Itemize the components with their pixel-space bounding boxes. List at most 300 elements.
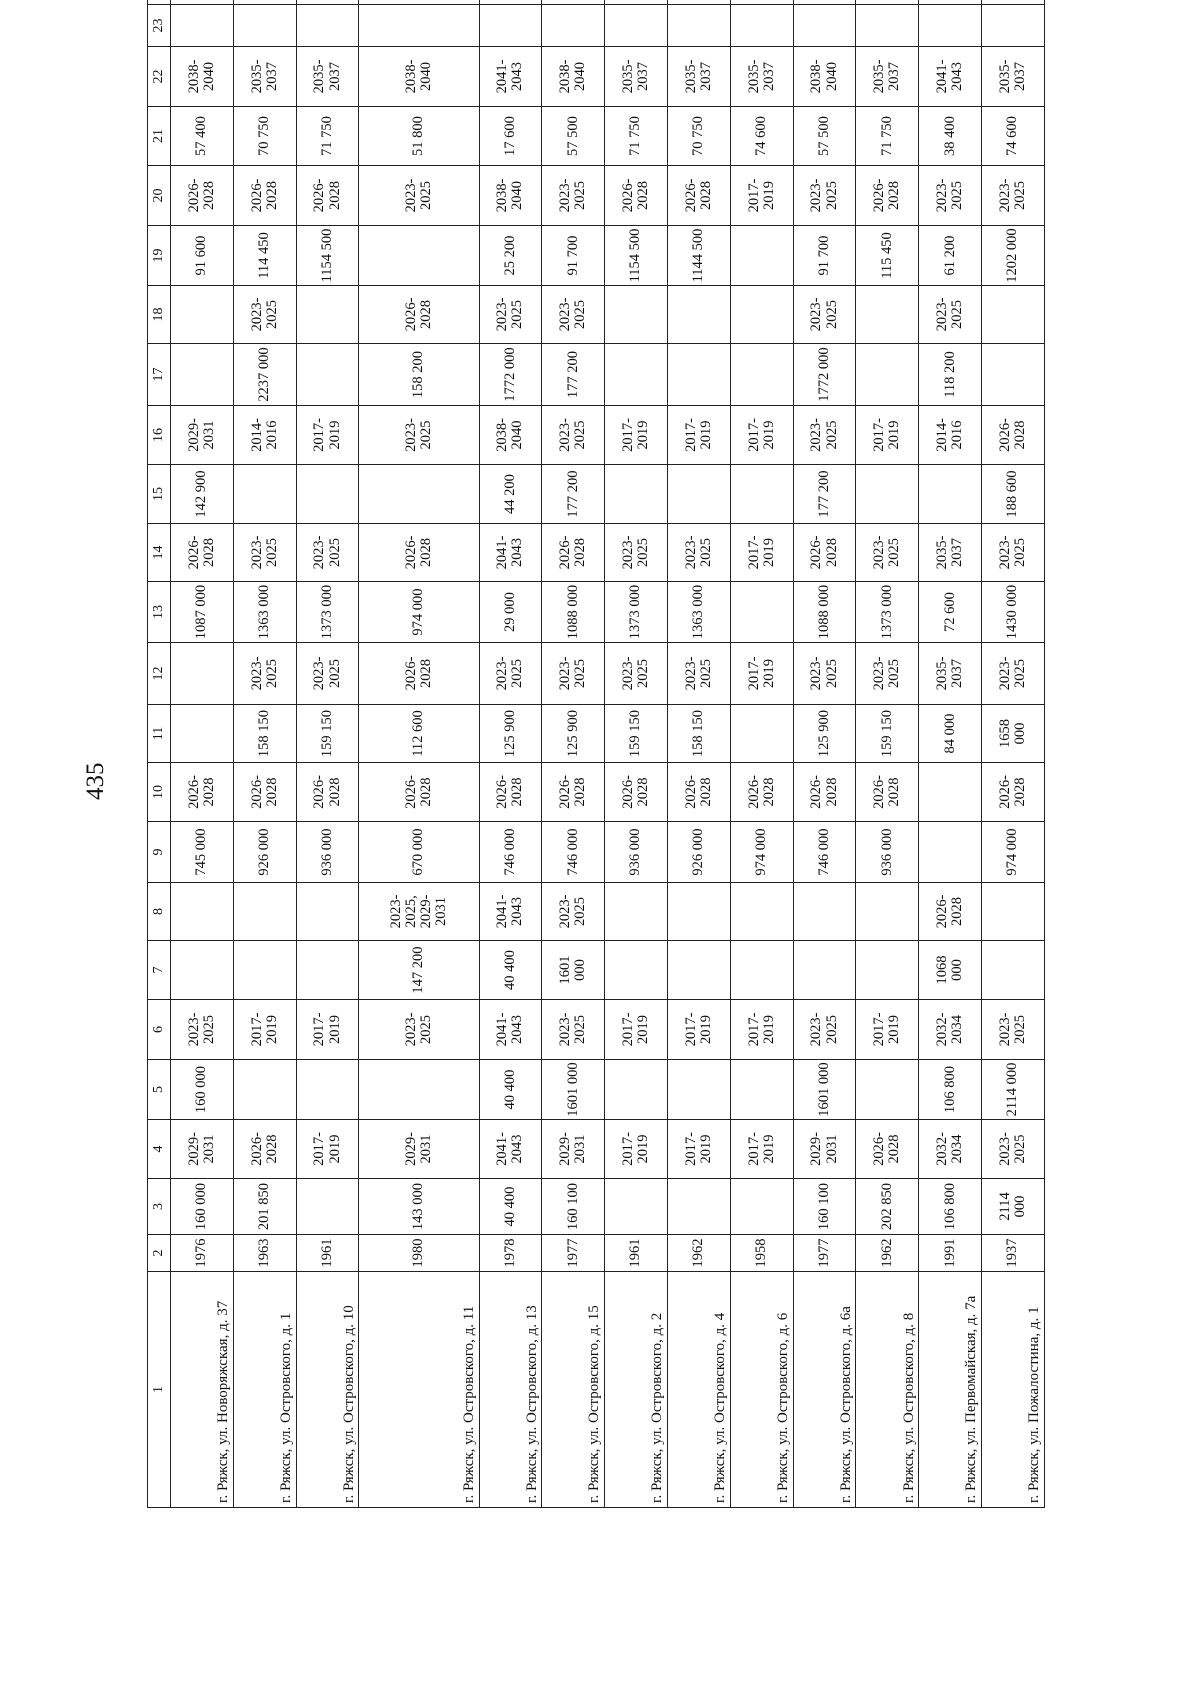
table-cell: 1373 000 (605, 582, 668, 643)
address-cell: г. Ряжск, ул. Островского, д. 10 (296, 1272, 359, 1508)
table-cell (856, 344, 919, 406)
table-cell (359, 465, 479, 524)
table-cell: 2023-2025 (982, 1120, 1045, 1179)
table-cell: 2017-2019 (730, 1120, 793, 1179)
table-cell: 2114 000 (982, 1060, 1045, 1120)
page-number: 435 (82, 762, 109, 800)
table-cell: 2023-2025 (479, 286, 542, 344)
table-cell: 125 900 (479, 705, 542, 763)
table-cell: 2026-2028 (793, 763, 856, 822)
table-cell (856, 286, 919, 344)
table-cell: 188 600 (982, 465, 1045, 524)
table-cell: 2035-2037 (982, 47, 1045, 107)
column-header: 16 (148, 406, 171, 465)
table-cell: 1991 (919, 1235, 982, 1272)
table-cell (730, 941, 793, 1000)
table-cell (171, 883, 234, 941)
table-row (359, 0, 479, 1508)
table-cell: 143 000 (359, 1179, 479, 1235)
table-cell: 118 200 (919, 344, 982, 406)
table-cell: 70 750 (233, 107, 296, 166)
table-cell: 1980 (359, 1235, 479, 1272)
table-cell: 926 000 (233, 822, 296, 883)
table-cell (730, 286, 793, 344)
table-cell: 2041-2043 (919, 47, 982, 107)
table-cell: 2026-2028 (171, 166, 234, 226)
table-cell (730, 226, 793, 286)
table-cell: 142 900 (171, 465, 234, 524)
table-cell (605, 0, 668, 5)
table-cell: 1430 000 (982, 582, 1045, 643)
table-cell: 1202 000 (982, 226, 1045, 286)
table-cell: 1363 000 (667, 582, 730, 643)
column-header: 20 (148, 166, 171, 226)
table-cell: 2026-2028 (542, 524, 605, 582)
column-header: 22 (148, 47, 171, 107)
table-cell: 2017-2019 (605, 1120, 668, 1179)
table-cell: 91 700 (542, 226, 605, 286)
table-cell (730, 705, 793, 763)
table-cell (605, 883, 668, 941)
table-cell: 2023-2025 (479, 643, 542, 705)
table-cell: 2026-2028 (359, 524, 479, 582)
table-cell: 2023-2025 (667, 524, 730, 582)
table-cell: 2023-2025 (296, 643, 359, 705)
table-cell: 25 200 (479, 226, 542, 286)
table-row (730, 0, 793, 1508)
table-cell (919, 5, 982, 47)
column-header: 2 (148, 1235, 171, 1272)
table-cell (793, 941, 856, 1000)
table-cell: 2014-2016 (919, 406, 982, 465)
table-cell: 158 150 (233, 705, 296, 763)
table-cell: 746 000 (542, 822, 605, 883)
table-cell: 1088 000 (793, 582, 856, 643)
table-cell: 2023-2025 (667, 643, 730, 705)
table-row (856, 0, 919, 1508)
table-cell: 2026-2028 (982, 406, 1045, 465)
table-cell: 1601 000 (542, 941, 605, 1000)
table-cell: 1154 500 (605, 226, 668, 286)
table-cell: 2041-2043 (479, 883, 542, 941)
table-cell: 2023-2025 (233, 524, 296, 582)
table-cell: 1772 000 (793, 344, 856, 406)
table-cell (856, 1060, 919, 1120)
table-cell: 74 600 (982, 107, 1045, 166)
table-cell: 40 400 (479, 1179, 542, 1235)
table-cell: 2017-2019 (730, 524, 793, 582)
table-row (479, 0, 542, 1508)
table-cell (605, 941, 668, 1000)
table-cell: 2026-2028 (982, 763, 1045, 822)
table-cell: 2038-2040 (793, 47, 856, 107)
column-header: 21 (148, 107, 171, 166)
table-cell: 2023-2025 (982, 1000, 1045, 1060)
address-cell: г. Ряжск, ул. Первомайская, д. 7а (919, 1272, 982, 1508)
table-cell (233, 5, 296, 47)
column-header: 5 (148, 1060, 171, 1120)
table-cell (171, 344, 234, 406)
table-cell (982, 5, 1045, 47)
table-cell (919, 822, 982, 883)
table-cell (730, 883, 793, 941)
table-cell: 974 000 (359, 582, 479, 643)
table-cell (730, 465, 793, 524)
table-cell: 160 000 (171, 1060, 234, 1120)
table-cell: 2029-2031 (793, 1120, 856, 1179)
table-cell: 2035-2037 (296, 47, 359, 107)
table-cell (982, 941, 1045, 1000)
table-cell: 2026-2028 (171, 763, 234, 822)
table-cell: 1958 (730, 1235, 793, 1272)
table-cell (667, 1060, 730, 1120)
column-header: 6 (148, 1000, 171, 1060)
table-cell (667, 883, 730, 941)
table-cell: 57 500 (542, 107, 605, 166)
address-cell: г. Ряжск, ул. Островского, д. 4 (667, 1272, 730, 1508)
column-header: 13 (148, 582, 171, 643)
table-cell: 1976 (171, 1235, 234, 1272)
table-cell: 2023-2025 (919, 286, 982, 344)
table-cell (359, 1060, 479, 1120)
table-cell (296, 1060, 359, 1120)
table-cell: 2017-2019 (296, 1120, 359, 1179)
table-cell: 51 800 (359, 107, 479, 166)
table-cell (667, 465, 730, 524)
table-cell (479, 5, 542, 47)
table-cell (667, 941, 730, 1000)
table-cell: 1772 000 (479, 344, 542, 406)
table-cell: 2038-2040 (359, 47, 479, 107)
table-cell: 2017-2019 (730, 166, 793, 226)
table-cell: 2041-2043 (479, 1120, 542, 1179)
table-cell (730, 1060, 793, 1120)
table-cell: 2017-2019 (296, 406, 359, 465)
table-cell (171, 643, 234, 705)
table-cell: 1601 000 (793, 1060, 856, 1120)
table-cell: 2029-2031 (359, 1120, 479, 1179)
table-cell: 1373 000 (856, 582, 919, 643)
table-cell (982, 286, 1045, 344)
table-cell: 2041-2043 (479, 1000, 542, 1060)
column-header: 3 (148, 1179, 171, 1235)
table-cell: 2026-2028 (359, 763, 479, 822)
table-cell: 2023-2025 (171, 1000, 234, 1060)
table-cell (296, 465, 359, 524)
table-row (793, 0, 856, 1508)
table-cell: 2041-2043 (479, 524, 542, 582)
table-cell: 936 000 (856, 822, 919, 883)
table-cell: 1978 (479, 1235, 542, 1272)
table-cell (667, 1179, 730, 1235)
table-cell: 2023-2025 (793, 286, 856, 344)
table-cell: 2026-2028 (296, 166, 359, 226)
table-cell: 2026-2028 (233, 1120, 296, 1179)
table-cell: 2023-2025 (982, 524, 1045, 582)
table-cell (793, 0, 856, 5)
table-cell (296, 286, 359, 344)
table-cell: 1154 500 (296, 226, 359, 286)
address-cell: г. Ряжск, ул. Островского, д. 13 (479, 1272, 542, 1508)
table-cell: 106 800 (919, 1060, 982, 1120)
table-cell: 57 500 (793, 107, 856, 166)
table-cell: 2023-2025 (605, 524, 668, 582)
table-cell: 936 000 (296, 822, 359, 883)
table-cell: 72 600 (919, 582, 982, 643)
table-cell: 2026-2028 (171, 524, 234, 582)
table-cell: 17 600 (479, 107, 542, 166)
table-cell: 2114 000 (982, 1179, 1045, 1235)
table-cell: 61 200 (919, 226, 982, 286)
table-cell: 2035-2037 (919, 643, 982, 705)
table-cell: 2017-2019 (730, 1000, 793, 1060)
table-cell: 2038-2040 (542, 47, 605, 107)
table-cell: 2017-2019 (296, 1000, 359, 1060)
table-cell (856, 883, 919, 941)
table-cell (730, 344, 793, 406)
table-cell: 2026-2028 (479, 763, 542, 822)
table-cell: 2023-2025 (542, 643, 605, 705)
table-cell (856, 0, 919, 5)
table-cell (856, 5, 919, 47)
table-cell: 160 100 (542, 1179, 605, 1235)
table-cell: 112 600 (359, 705, 479, 763)
table-cell (233, 465, 296, 524)
table-cell (233, 0, 296, 5)
table-row (296, 0, 359, 1508)
column-header: 23 (148, 5, 171, 47)
table-cell: 159 150 (856, 705, 919, 763)
table-cell: 2026-2028 (856, 1120, 919, 1179)
table-cell: 2026-2028 (856, 763, 919, 822)
table-cell: 2017-2019 (667, 1120, 730, 1179)
table-cell: 125 900 (542, 705, 605, 763)
table-cell: 1963 (233, 1235, 296, 1272)
table-cell: 2032-2034 (919, 1120, 982, 1179)
table-cell: 1962 (667, 1235, 730, 1272)
table-cell (171, 286, 234, 344)
table-cell: 2023-2025 (359, 166, 479, 226)
table-cell: 2023-2025 (982, 166, 1045, 226)
table-cell (793, 5, 856, 47)
table-cell: 1658 000 (982, 705, 1045, 763)
table-cell: 2023-2025 (856, 524, 919, 582)
column-header: 10 (148, 763, 171, 822)
address-cell: г. Ряжск, ул. Островского, д. 15 (542, 1272, 605, 1508)
table-cell: 57 400 (171, 107, 234, 166)
table-cell: 2017-2019 (856, 406, 919, 465)
address-cell: г. Ряжск, ул. Новоряжская, д. 37 (171, 1272, 234, 1508)
table-cell (171, 705, 234, 763)
table-cell: 2035-2037 (233, 47, 296, 107)
table-container (147, 18, 1045, 1508)
table-cell: 2237 000 (233, 344, 296, 406)
table-cell: 177 200 (542, 465, 605, 524)
table-cell: 2023-2025 (793, 166, 856, 226)
table-cell (919, 0, 982, 5)
table-cell: 2017-2019 (233, 1000, 296, 1060)
table-cell: 2026-2028 (730, 763, 793, 822)
table-cell: 2029-2031 (542, 1120, 605, 1179)
table-row (919, 0, 982, 1508)
table-cell: 160 000 (171, 1179, 234, 1235)
table-cell: 1373 000 (296, 582, 359, 643)
table-cell (171, 941, 234, 1000)
table-cell: 1088 000 (542, 582, 605, 643)
table-cell: 40 400 (479, 1060, 542, 1120)
table-cell: 2026-2028 (793, 524, 856, 582)
table-cell: 2026-2028 (359, 643, 479, 705)
column-header: 7 (148, 941, 171, 1000)
table-row (667, 0, 730, 1508)
table-cell: 2023-2025 (793, 406, 856, 465)
table-cell: 2023-2025 (542, 1000, 605, 1060)
table-cell (982, 344, 1045, 406)
table-cell (359, 5, 479, 47)
table-cell: 2026-2028 (359, 286, 479, 344)
table-cell: 2038-2040 (171, 47, 234, 107)
table-cell: 2038-2040 (479, 406, 542, 465)
table-cell: 2032-2034 (919, 1000, 982, 1060)
table-cell: 158 200 (359, 344, 479, 406)
table-cell: 1087 000 (171, 582, 234, 643)
table-cell: 2023-2025 (359, 406, 479, 465)
table-cell (296, 344, 359, 406)
table-cell: 745 000 (171, 822, 234, 883)
table-row (171, 0, 234, 1508)
table-cell: 2023-2025 (856, 643, 919, 705)
table-cell (667, 0, 730, 5)
table-cell: 2023-2025 (793, 1000, 856, 1060)
table-cell: 115 450 (856, 226, 919, 286)
table-cell (171, 5, 234, 47)
table-cell: 1961 (605, 1235, 668, 1272)
table-cell: 2041-2043 (479, 47, 542, 107)
table-cell (856, 941, 919, 1000)
table-cell: 2035-2037 (919, 524, 982, 582)
table-cell (730, 5, 793, 47)
table-cell (296, 883, 359, 941)
table-cell: 2014-2016 (233, 406, 296, 465)
table-cell: 2017-2019 (730, 406, 793, 465)
table-cell (919, 763, 982, 822)
table-cell: 114 450 (233, 226, 296, 286)
table-cell: 38 400 (919, 107, 982, 166)
table-cell: 2023-2025 (982, 643, 1045, 705)
table-cell (982, 0, 1045, 5)
table-cell (730, 1179, 793, 1235)
table-cell (667, 344, 730, 406)
table-cell (856, 465, 919, 524)
table-row (605, 0, 668, 1508)
table-cell: 2023-2025 (233, 643, 296, 705)
table-cell (605, 286, 668, 344)
table-cell: 926 000 (667, 822, 730, 883)
table-cell: 2017-2019 (605, 406, 668, 465)
table-cell: 936 000 (605, 822, 668, 883)
table-cell (233, 1060, 296, 1120)
table-cell: 2026-2028 (919, 883, 982, 941)
table-cell: 2017-2019 (730, 643, 793, 705)
address-cell: г. Ряжск, ул. Островского, д. 6 (730, 1272, 793, 1508)
table-cell: 159 150 (296, 705, 359, 763)
table-row (542, 0, 605, 1508)
table-cell: 2029-2031 (171, 1120, 234, 1179)
table-cell (542, 5, 605, 47)
table-cell: 2023-2025 (359, 1000, 479, 1060)
table-cell: 91 700 (793, 226, 856, 286)
table-cell: 71 750 (856, 107, 919, 166)
table-cell: 2026-2028 (233, 763, 296, 822)
table-cell (605, 5, 668, 47)
table-cell: 746 000 (793, 822, 856, 883)
table-cell (296, 1179, 359, 1235)
table-cell: 177 200 (542, 344, 605, 406)
table-cell: 40 400 (479, 941, 542, 1000)
table-cell: 2026-2028 (667, 763, 730, 822)
table-cell: 159 150 (605, 705, 668, 763)
table-cell (919, 465, 982, 524)
column-header: 18 (148, 286, 171, 344)
table-cell: 125 900 (793, 705, 856, 763)
table-cell: 29 000 (479, 582, 542, 643)
column-header: 4 (148, 1120, 171, 1179)
table-cell (296, 0, 359, 5)
table-cell (296, 5, 359, 47)
table-cell: 2017-2019 (856, 1000, 919, 1060)
address-cell: г. Ряжск, ул. Островского, д. 2 (605, 1272, 668, 1508)
column-header: 17 (148, 344, 171, 406)
column-header: 9 (148, 822, 171, 883)
table-cell: 746 000 (479, 822, 542, 883)
table-cell: 106 800 (919, 1179, 982, 1235)
table-row (233, 0, 296, 1508)
table-cell: 147 200 (359, 941, 479, 1000)
table-cell: 1068 000 (919, 941, 982, 1000)
header-row (148, 0, 171, 1508)
table-cell: 2023-2025 (605, 643, 668, 705)
table-cell (171, 0, 234, 5)
table-cell: 2023-2025 (296, 524, 359, 582)
column-header: 19 (148, 226, 171, 286)
table-cell: 2023-2025 (233, 286, 296, 344)
table-cell: 2029-2031 (171, 406, 234, 465)
table-cell (605, 344, 668, 406)
table-cell: 2026-2028 (667, 166, 730, 226)
column-header: 1 (148, 1272, 171, 1508)
column-header: 12 (148, 643, 171, 705)
table-cell: 2026-2028 (296, 763, 359, 822)
table-cell: 2026-2028 (605, 166, 668, 226)
table-cell (479, 0, 542, 5)
table-cell (605, 465, 668, 524)
table-cell: 177 200 (793, 465, 856, 524)
table-cell: 91 600 (171, 226, 234, 286)
table-cell (542, 0, 605, 5)
table-cell: 2017-2019 (667, 1000, 730, 1060)
address-cell: г. Ряжск, ул. Островского, д. 1 (233, 1272, 296, 1508)
table-cell: 2017-2019 (667, 406, 730, 465)
table-cell: 2026-2028 (233, 166, 296, 226)
table-cell: 2023-2025, 2029-2031 (359, 883, 479, 941)
column-header (148, 0, 171, 5)
table-cell: 2026-2028 (856, 166, 919, 226)
table-cell: 71 750 (605, 107, 668, 166)
column-header: 14 (148, 524, 171, 582)
table-cell: 974 000 (982, 822, 1045, 883)
table-cell: 1961 (296, 1235, 359, 1272)
table-cell: 2017-2019 (605, 1000, 668, 1060)
